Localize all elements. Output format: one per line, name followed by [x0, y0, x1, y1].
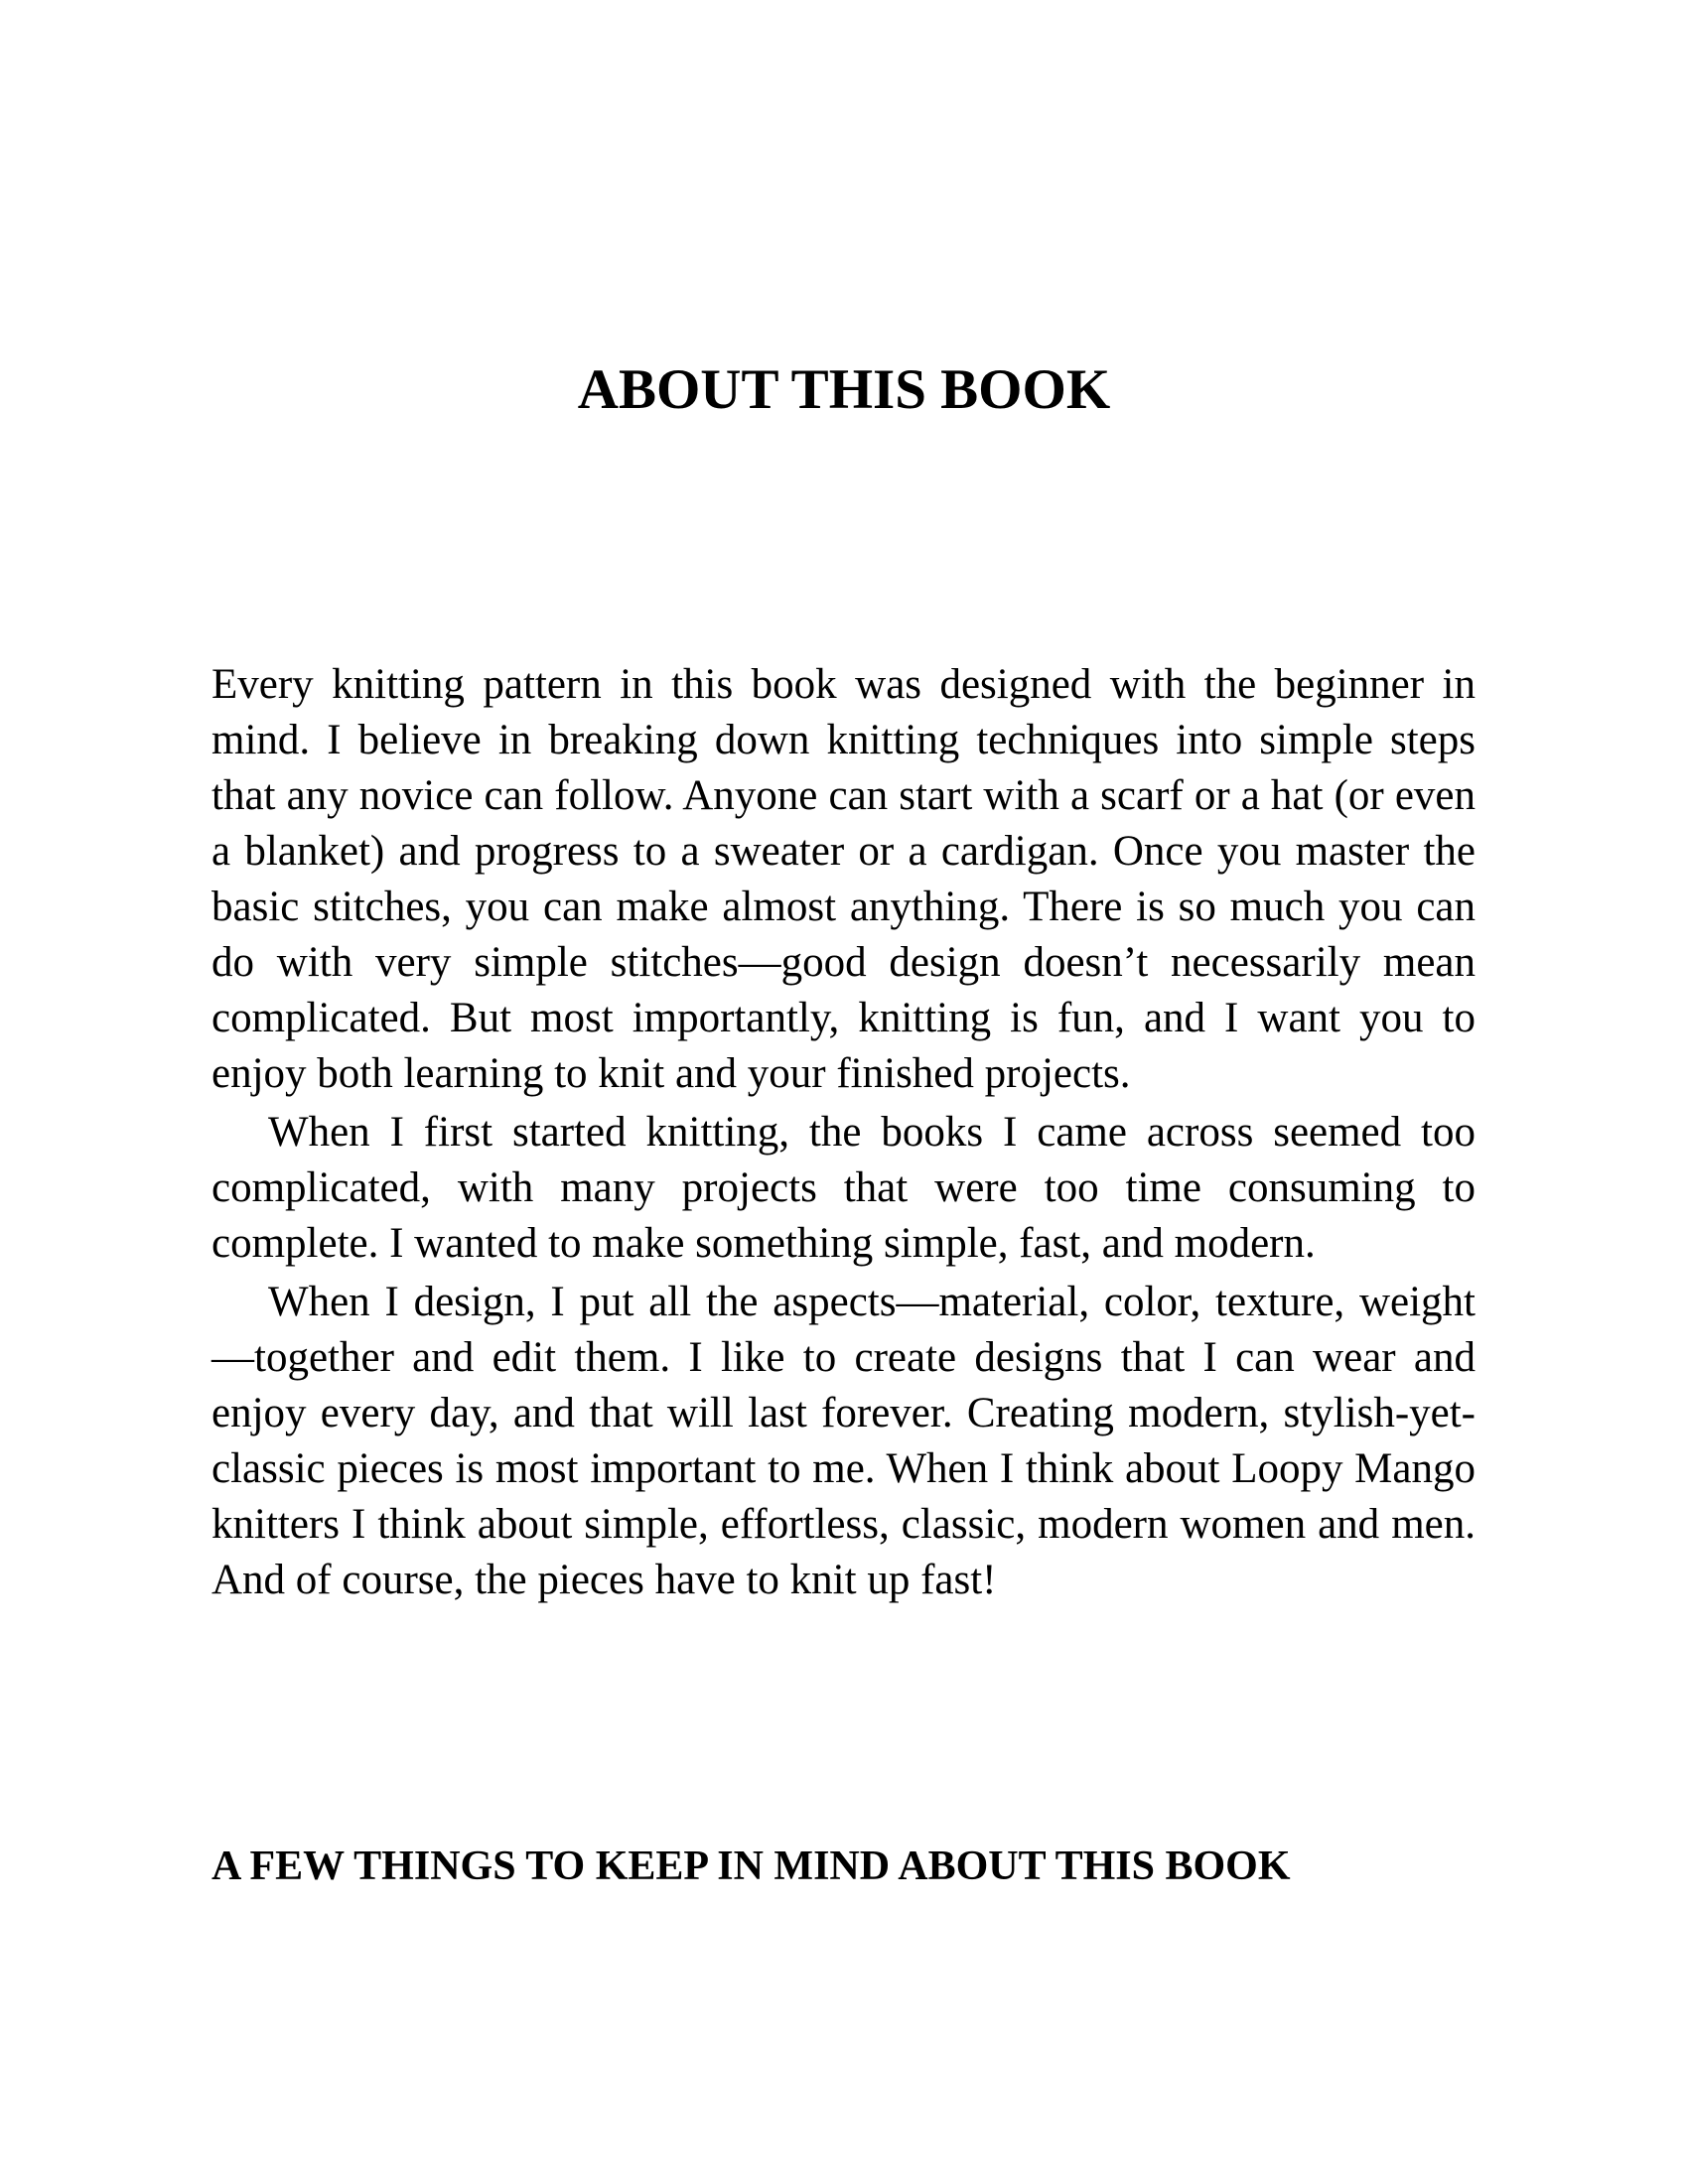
section-subheading: A FEW THINGS TO KEEP IN MIND ABOUT THIS BOOK	[211, 1843, 1291, 1889]
paragraph-intro: Every knitting pattern in this book was designed with the beginner in mind. I believe in breaking down knitting techniques into simple steps that any novice can follow. Anyone can start with a scarf or a hat (or even a blanket) and progress to a sweater or a cardigan. Once you master the basic stitches, you can make almost anything. There is so much you can do with very simple stitches—good design doesn’t necessarily mean complicated. But most importantly, knitting is fun, and I want you to enjoy both learning to knit and your finished projects.	[211, 661, 1476, 1097]
paragraph-design-approach: When I design, I put all the aspects—material, color, texture, weight—together and edit them. I like to create designs that I can wear and enjoy every day, and that will last forever. Creating modern, stylish-yet-classic pieces is most important to me. When I think about Loopy Mango knitters I think about simple, effortless, classic, modern women and men. And of course, the pieces have to knit up fast!	[211, 1279, 1476, 1603]
page-title: ABOUT THIS BOOK	[577, 358, 1111, 421]
paragraph-first-started: When I first started knitting, the books I came across seemed too complicated, with many projects that were too time consuming to complete. I wanted to make something simple, fast, and modern.	[211, 1109, 1476, 1267]
body-text	[211, 657, 1476, 1611]
